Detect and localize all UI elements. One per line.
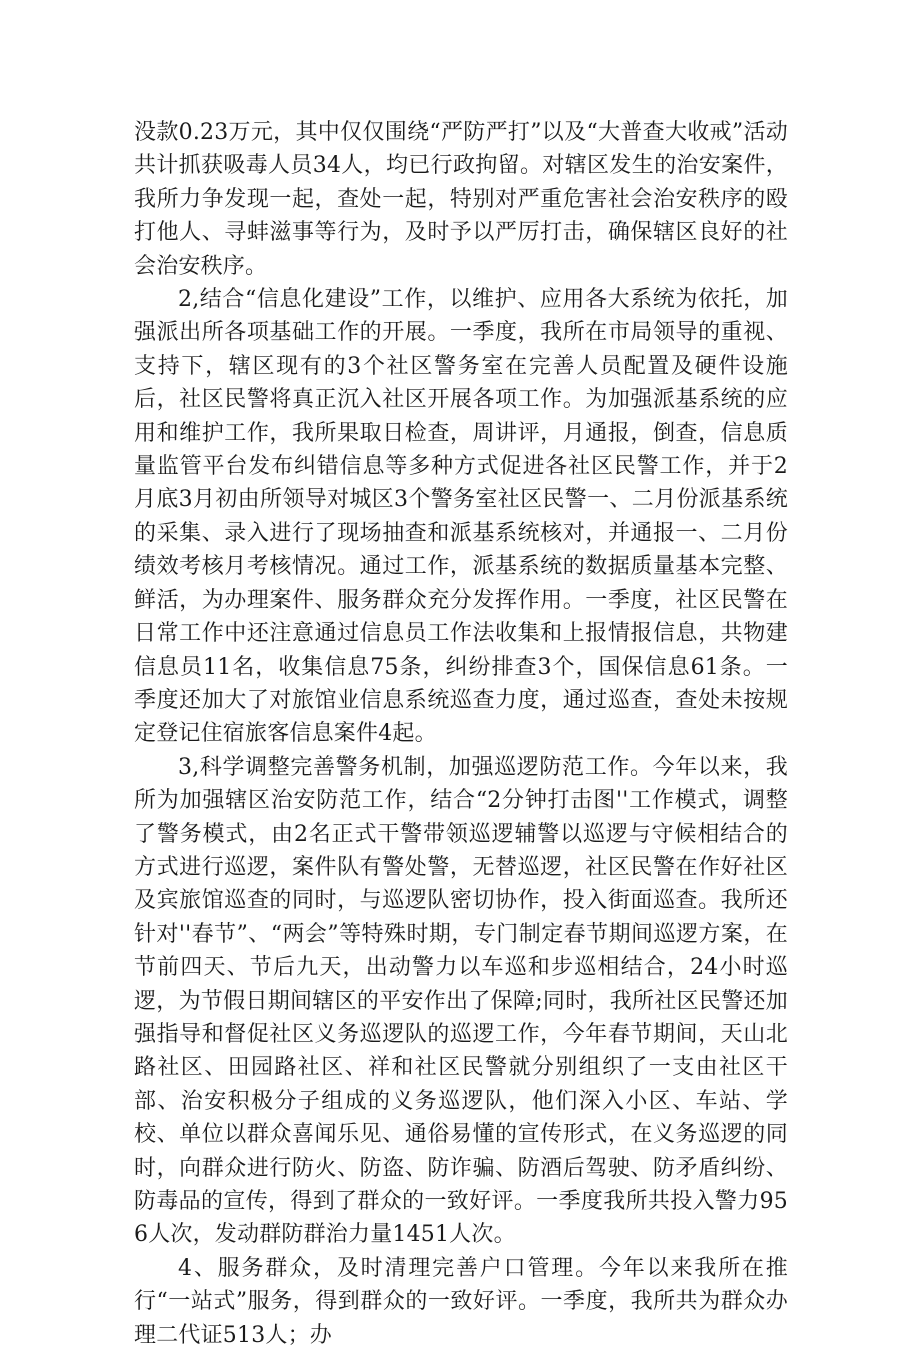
paragraph-3: 3,科学调整完善警务机制，加强巡逻防范工作。今年以来，我所为加强辖区治安防范工作，结合“2分钟打击图''工作模式，调整了警务模式，由2名正式干警带领巡逻辅警以巡逻与守候相结合的方式进行巡逻，案件队有警处警，无替巡逻，社区民警在作好社区及宾旅馆巡查的同时，与巡逻队密切协作，投入街面巡查。我所还针对''春节”、“两会”等特殊时期，专门制定春节期间巡逻方案，在节前四天、节后九天，出动警力以车巡和步巡相结合，24小时巡逻，为节假日期间辖区的平安作出了保障;同时，我所社区民警还加强指导和督促社区义务巡逻队的巡逻工作，今年春节期间，天山北路社区、田园路社区、祥和社区民警就分别组织了一支由社区干部、治安积极分子组成的义务巡逻队，他们深入小区、车站、学校、单位以群众喜闻乐见、通俗易懂的宣传形式，在义务巡逻的同时，向群众进行防火、防盗、防诈骗、防酒后驾驶、防矛盾纠纷、防毒品的宣传，得到了群众的一致好评。一季度我所共投入警力956人次，发动群防群治力量1451人次。 <box>134 754 788 1248</box>
paragraph-1: 没款0.23万元，其中仅仅围绕“严防严打”以及“大普查大收戒”活动共计抓获吸毒人员34人，均已行政拘留。对辖区发生的治安案件，我所力争发现一起，查处一起，特别对严重危害社会治安秩序的殴打他人、寻蚌滋事等行为，及时予以严厉打击，确保辖区良好的社会治安秩序。 <box>134 120 788 279</box>
paragraph-4: 4、服务群众，及时清理完善户口管理。今年以来我所在推行“一站式”服务，得到群众的一致好评。一季度，我所共为群众办理二代证513人；办 <box>134 1255 788 1348</box>
document-body <box>134 116 788 1352</box>
paragraph-2: 2,结合“信息化建设”工作，以维护、应用各大系统为依托，加强派出所各项基础工作的开展。一季度，我所在市局领导的重视、支持下，辖区现有的3个社区警务室在完善人员配置及硬件设施后，社区民警将真正沉入社区开展各项工作。为加强派基系统的应用和维护工作，我所果取日检查，周讲评，月通报，倒查，信息质量监管平台发布纠错信息等多种方式促进各社区民警工作，并于2月底3月初由所领导对城区3个警务室社区民警一、二月份派基系统的采集、录入进行了现场抽查和派基系统核对，并通报一、二月份绩效考核月考核情况。通过工作，派基系统的数据质量基本完整、鲜活，为办理案件、服务群众充分发挥作用。一季度，社区民警在日常工作中还注意通过信息员工作法收集和上报情报信息，共物建信息员11名，收集信息75条，纠纷排查3个，国保信息61条。一季度还加大了对旅馆业信息系统巡查力度，通过巡查，查处未按规定登记住宿旅客信息案件4起。 <box>134 287 788 747</box>
